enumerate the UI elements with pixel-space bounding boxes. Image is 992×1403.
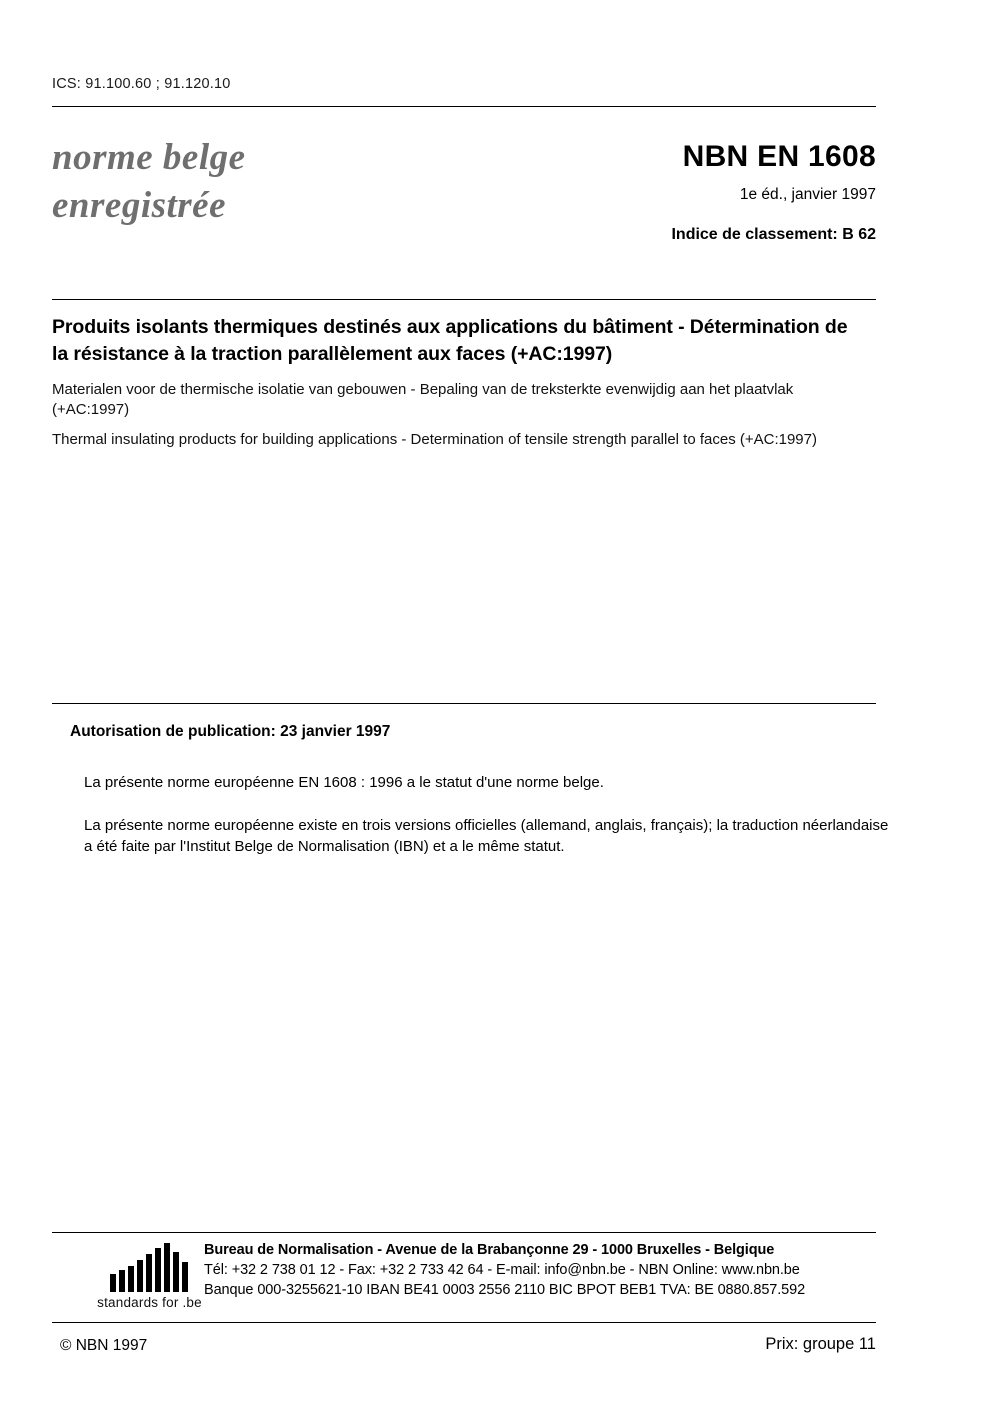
footer-contact-line: Tél: +32 2 738 01 12 - Fax: +32 2 733 42 64 - E-mail: info@nbn.be - NBN Online: www.nbn.be xyxy=(204,1262,800,1278)
divider-copyright xyxy=(52,1322,876,1323)
standard-number: NBN EN 1608 xyxy=(682,140,876,173)
masthead xyxy=(52,134,876,274)
divider-authorisation xyxy=(52,703,876,704)
classification-index: Indice de classement: B 62 xyxy=(671,226,876,243)
footer-address: Bureau de Normalisation - Avenue de la Brabançonne 29 - 1000 Bruxelles - Belgique xyxy=(204,1242,775,1258)
authorisation-paragraph-2: La présente norme européenne existe en trois versions officielles (allemand, anglais, français); la traduction néerlandaise a été faite par l'Institut Belge de Normalisation (IBN) et a le même statut. xyxy=(84,817,889,855)
authorisation-paragraph-1: La présente norme européenne EN 1608 : 1996 a le statut d'une norme belge. xyxy=(84,774,604,791)
page-content xyxy=(52,0,889,1403)
edition-date: 1e éd., janvier 1997 xyxy=(739,186,876,203)
nbn-logo-icon xyxy=(104,1243,196,1293)
norme-belge-line2: enregistrée xyxy=(52,185,227,226)
footer-bank-line: Banque 000-3255621-10 IBAN BE41 0003 2556 2110 BIC BPOT BEB1 TVA: BE 0880.857.592 xyxy=(204,1282,806,1298)
title-english: Thermal insulating products for building applications - Determination of tensile strength parallel to faces (+AC:1997) xyxy=(52,431,817,448)
norme-belge-line1: norme belge xyxy=(52,137,246,178)
footer-contact xyxy=(204,1240,884,1300)
divider-footer xyxy=(52,1232,876,1233)
title-french: Produits isolants thermiques destinés aux applications du bâtiment - Détermination de la résistance à la traction parallèlement aux faces (+AC:1997) xyxy=(52,316,848,365)
logo-caption: standards for .be xyxy=(97,1295,202,1310)
price-group: Prix: groupe 11 xyxy=(765,1335,876,1353)
authorisation-heading: Autorisation de publication: 23 janvier 1997 xyxy=(70,723,391,740)
divider-top xyxy=(52,106,876,107)
ics-line: ICS: 91.100.60 ; 91.120.10 xyxy=(52,76,231,92)
title-dutch: Materialen voor de thermische isolatie van gebouwen - Bepaling van de treksterkte evenwijdig aan het plaatvlak (+AC:1997) xyxy=(52,381,794,418)
nbn-logo xyxy=(82,1243,217,1310)
title-block xyxy=(52,314,862,461)
copyright-notice: © NBN 1997 xyxy=(60,1337,148,1354)
divider-title xyxy=(52,299,876,300)
norme-belge-label xyxy=(52,134,246,230)
